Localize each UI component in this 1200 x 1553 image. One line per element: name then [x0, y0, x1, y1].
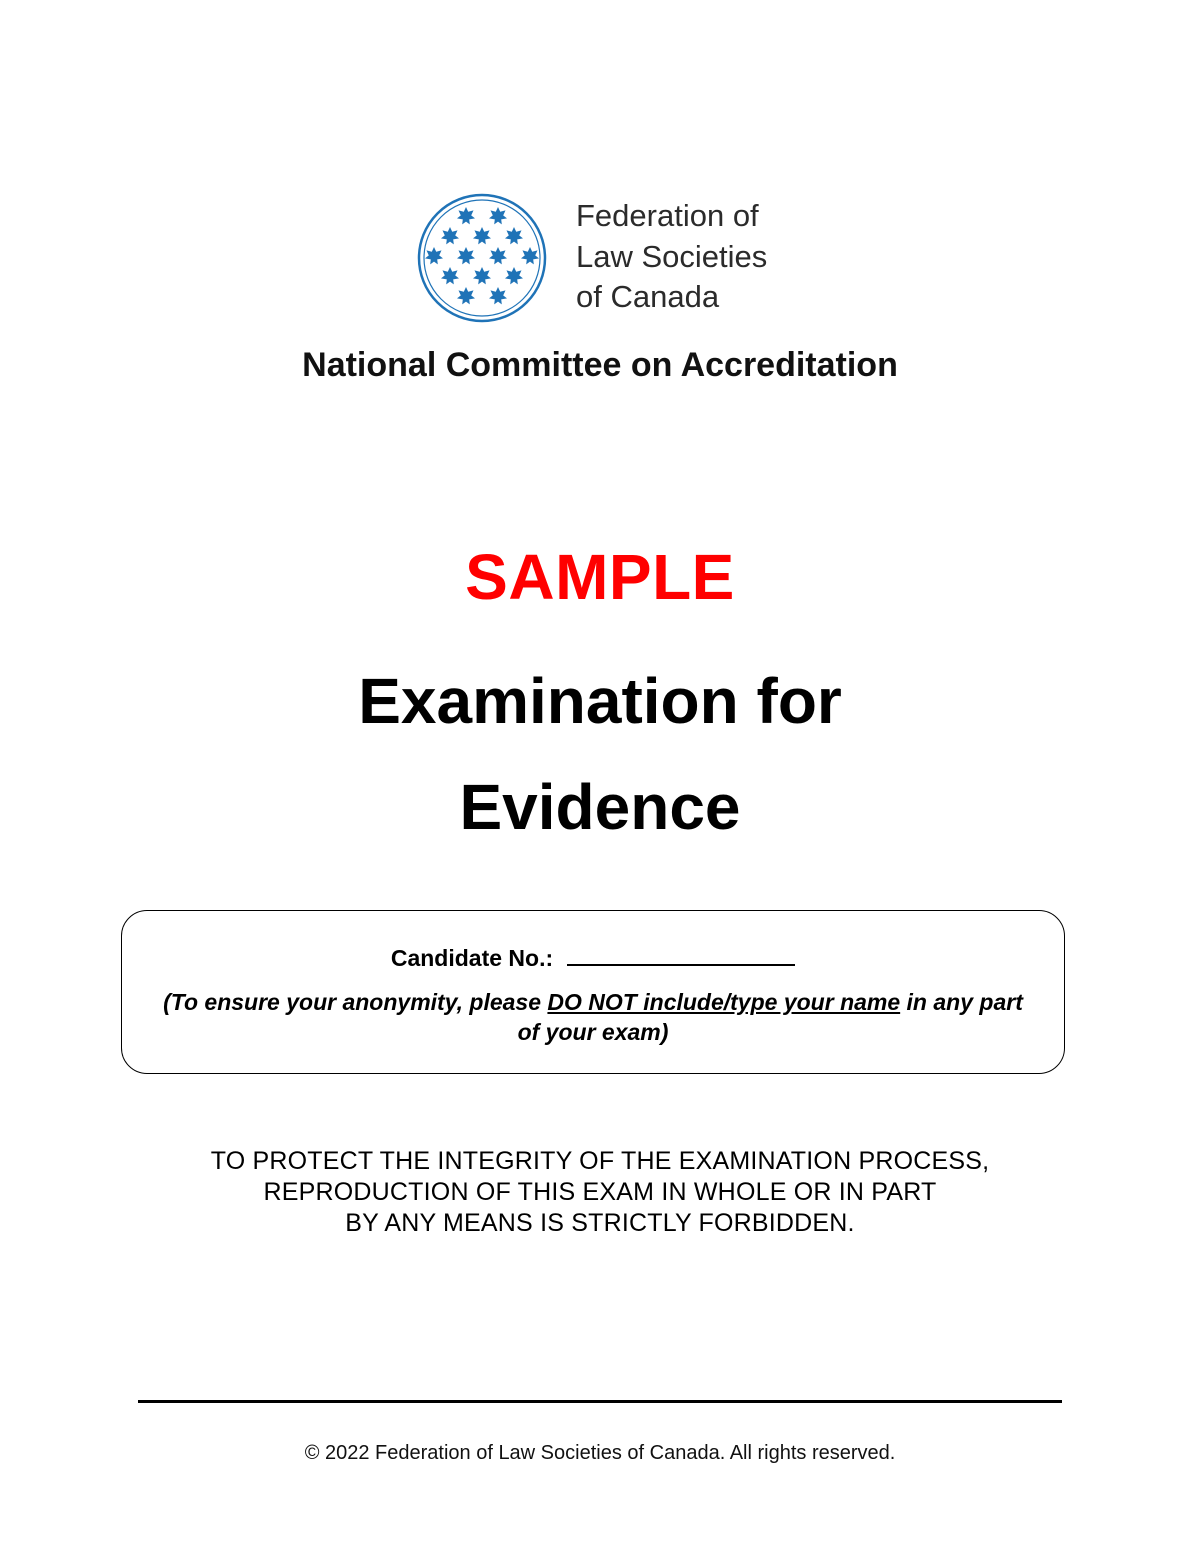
warning-line: TO PROTECT THE INTEGRITY OF THE EXAMINATION PROCESS, — [210, 1147, 990, 1175]
candidate-number-label: Candidate No.: — [390, 945, 554, 971]
exam-title-line: Examination for — [358, 665, 842, 737]
committee-name: National Committee on Accreditation — [302, 346, 898, 384]
wordmark-line: of Canada — [576, 279, 720, 314]
anonymity-note-start: (To ensure your anonymity, please — [163, 989, 548, 1015]
reproduction-warning — [0, 1146, 1200, 1239]
anonymity-note-emphasis: DO NOT include/type your name — [547, 989, 901, 1015]
federation-wordmark — [576, 196, 767, 318]
exam-title — [0, 648, 1200, 860]
candidate-number-row — [122, 945, 1064, 972]
warning-line: BY ANY MEANS IS STRICTLY FORBIDDEN. — [345, 1209, 855, 1237]
anonymity-note — [162, 987, 1024, 1047]
wordmark-line: Law Societies — [576, 238, 768, 274]
federation-logo — [416, 192, 796, 326]
candidate-number-blank — [567, 946, 795, 966]
warning-line: REPRODUCTION OF THIS EXAM IN WHOLE OR IN PART — [263, 1178, 937, 1206]
exam-title-line: Evidence — [459, 771, 741, 843]
copyright-notice: © 2022 Federation of Law Societies of Canada. All rights reserved. — [304, 1442, 896, 1464]
anonymity-note-end: in any part of your exam) — [517, 989, 1023, 1045]
wordmark-line: Federation of — [576, 198, 759, 233]
maple-leaf-seal-icon — [416, 192, 548, 324]
candidate-box — [121, 910, 1065, 1074]
footer-divider — [138, 1400, 1062, 1403]
sample-label: SAMPLE — [465, 541, 735, 613]
